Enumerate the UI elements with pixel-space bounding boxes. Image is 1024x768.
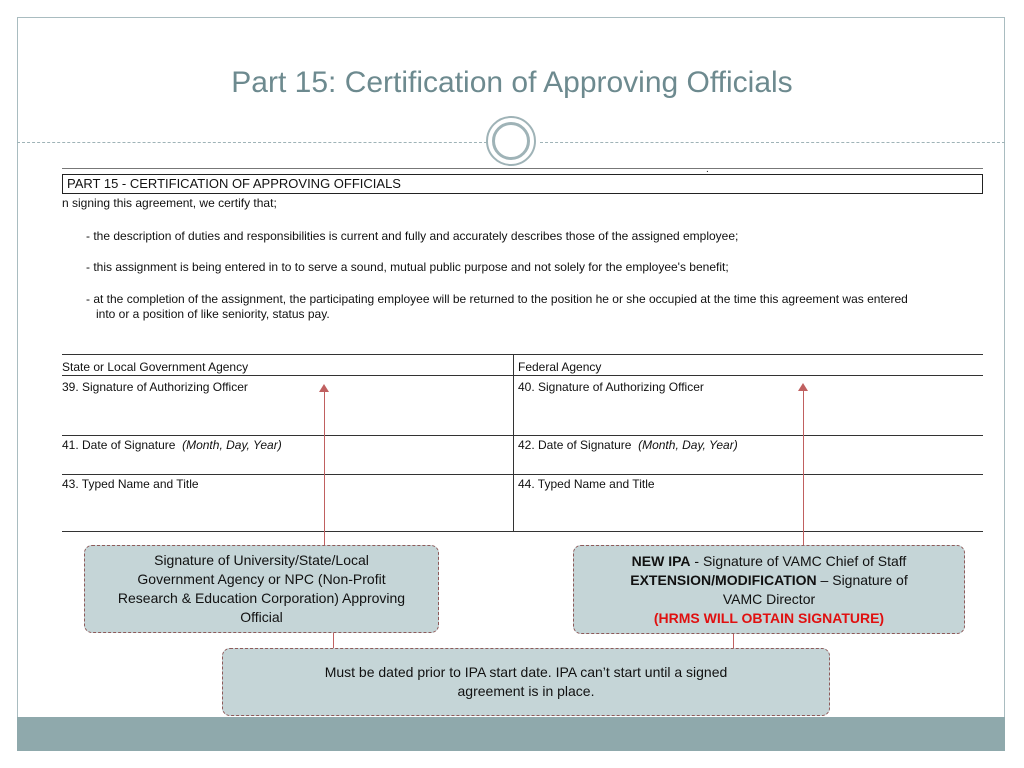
form-bullet-3-cont: into or a position of like seniority, status pay. (96, 307, 330, 321)
footer-bar (17, 717, 1005, 751)
right-name-field: 44. Typed Name and Title (518, 477, 655, 491)
new-ipa-label: NEW IPA (631, 552, 691, 569)
right-date-hint: (Month, Day, Year) (638, 438, 738, 452)
dating-note-callout (222, 648, 830, 716)
left-col-heading: State or Local Government Agency (62, 360, 249, 374)
right-arrow-line (803, 389, 804, 545)
right-date-field (518, 438, 738, 452)
title-divider-left (17, 142, 487, 143)
bottom-connector-left (333, 633, 334, 648)
title-divider-right (540, 142, 1005, 143)
table-top-rule (62, 354, 983, 355)
ext-mod-text: – Signature of (816, 571, 908, 588)
left-name-field: 43. Typed Name and Title (62, 477, 199, 491)
table-heading-rule (62, 375, 983, 376)
federal-agency-callout (573, 545, 965, 634)
bottom-connector-right (733, 634, 734, 648)
state-callout-line-4: Official (240, 609, 283, 625)
form-bullet-3: - at the completion of the assignment, the participating employee will be returned to the position he or she occupied at the time this agreement was entered (86, 292, 908, 306)
table-sig-rule (62, 435, 983, 436)
left-date-label: 41. Date of Signature (62, 438, 176, 452)
divider-circle-inner (492, 122, 530, 160)
hrms-note: (HRMS WILL OBTAIN SIGNATURE) (653, 609, 885, 626)
dating-note-line-1: Must be dated prior to IPA start date. IPA can’t start until a signed (324, 664, 728, 680)
table-date-rule (62, 474, 983, 475)
form-bullet-2: - this assignment is being entered in to to serve a sound, mutual public purpose and not solely for the employee's benefit; (86, 260, 729, 274)
right-signature-field: 40. Signature of Authorizing Officer (518, 380, 704, 394)
slide-title: Part 15: Certification of Approving Officials (231, 66, 793, 99)
dating-note-line-2: agreement is in place. (457, 683, 595, 699)
new-ipa-line (632, 552, 907, 571)
form-screenshot (0, 160, 1024, 540)
left-arrow-line (324, 390, 325, 545)
form-top-rule (62, 168, 983, 169)
table-bottom-rule (62, 531, 983, 532)
vamc-director-line: VAMC Director (722, 590, 816, 607)
state-callout-line-1: Signature of University/State/Local (154, 552, 369, 568)
form-part-header: PART 15 - CERTIFICATION OF APPROVING OFFICIALS (62, 174, 983, 194)
ext-mod-label: EXTENSION/MODIFICATION (630, 571, 817, 588)
state-callout-line-3: Research & Education Corporation) Approving (117, 590, 406, 606)
new-ipa-text: - Signature of VAMC Chief of Staff (690, 552, 907, 569)
form-intro: n signing this agreement, we certify that; (62, 196, 277, 210)
right-col-heading: Federal Agency (518, 360, 602, 374)
ext-mod-line (630, 571, 907, 590)
left-signature-field: 39. Signature of Authorizing Officer (62, 380, 248, 394)
form-dot: . (706, 164, 709, 175)
form-bullet-1: - the description of duties and responsibilities is current and fully and accurately describes those of the assigned employee; (86, 229, 739, 243)
left-date-hint: (Month, Day, Year) (182, 438, 282, 452)
state-agency-callout (84, 545, 439, 633)
state-callout-line-2: Government Agency or NPC (Non-Profit (137, 571, 386, 587)
right-date-label: 42. Date of Signature (518, 438, 632, 452)
table-column-divider (513, 354, 514, 531)
left-date-field (62, 438, 282, 452)
